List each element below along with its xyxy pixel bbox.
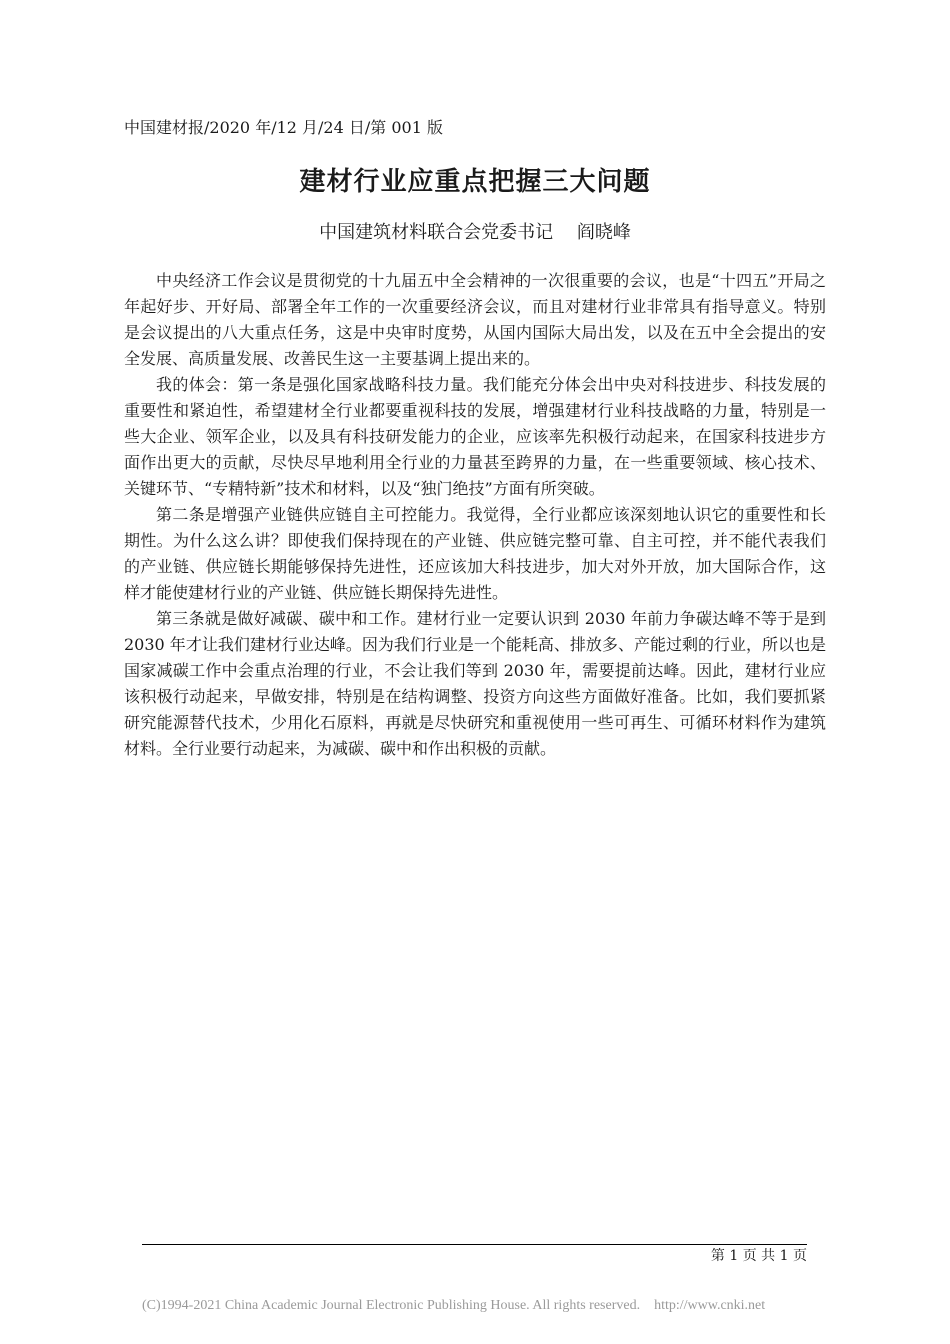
paragraph: 中央经济工作会议是贯彻党的十九届五中全会精神的一次很重要的会议，也是“十四五”开局之年起好步、开好局、部署全年工作的一次重要经济会议，而且对建材行业非常具有指导意义。特别是会议提出的八大重点任务，这是中央审时度势，从国内国际大局出发，以及在五中全会提出的安全发展、高质量发展、改善民生这一主要基调上提出来的。 [124,271,826,368]
publication-source: 中国建材报/2020 年/12 月/24 日/第 001 版 [124,118,443,137]
paragraph: 我的体会：第一条是强化国家战略科技力量。我们能充分体会出中央对科技进步、科技发展的重要性和紧迫性，希望建材全行业都要重视科技的发展，增强建材行业科技战略的力量，特别是一些大企业、领军企业，以及具有科技研发能力的企业，应该率先积极行动起来，在国家科技进步方面作出更大的贡献，尽快尽早地利用全行业的力量甚至跨界的力量，在一些重要领域、核心技术、关键环节、“专精特新”技术和材料，以及“独门绝技”方面有所突破。 [124,375,826,498]
copyright-notice: (C)1994-2021 China Academic Journal Electronic Publishing House. All rights reserved. http://www.cnki.net [142,1298,766,1313]
page-number: 第 1 页 共 1 页 [710,1248,807,1264]
article-author: 中国建筑材料联合会党委书记 阎晓峰 [319,222,631,243]
footer-divider [142,1244,807,1245]
paragraph: 第三条就是做好减碳、碳中和工作。建材行业一定要认识到 2030 年前力争碳达峰不等于是到 2030 年才让我们建材行业达峰。因为我们行业是一个能耗高、排放多、产能过剩的行业，所以也是国家减碳工作中会重点治理的行业，不会让我们等到 2030 年，需要提前达峰。因此，建材行业应该积极行动起来，早做安排，特别是在结构调整、投资方向这些方面做好准备。比如，我们要抓紧研究能源替代技术，少用化石原料，再就是尽快研究和重视使用一些可再生、可循环材料作为建筑材料。全行业要行动起来，为减碳、碳中和作出积极的贡献。 [124,609,826,758]
article-title: 建材行业应重点把握三大问题 [299,167,651,197]
paragraph: 第二条是增强产业链供应链自主可控能力。我觉得，全行业都应该深刻地认识它的重要性和长期性。为什么这么讲？即使我们保持现在的产业链、供应链完整可靠、自主可控，并不能代表我们的产业链、供应链长期能够保持先进性，还应该加大科技进步，加大对外开放，加大国际合作，这样才能使建材行业的产业链、供应链长期保持先进性。 [124,505,826,602]
article-body [124,268,826,762]
